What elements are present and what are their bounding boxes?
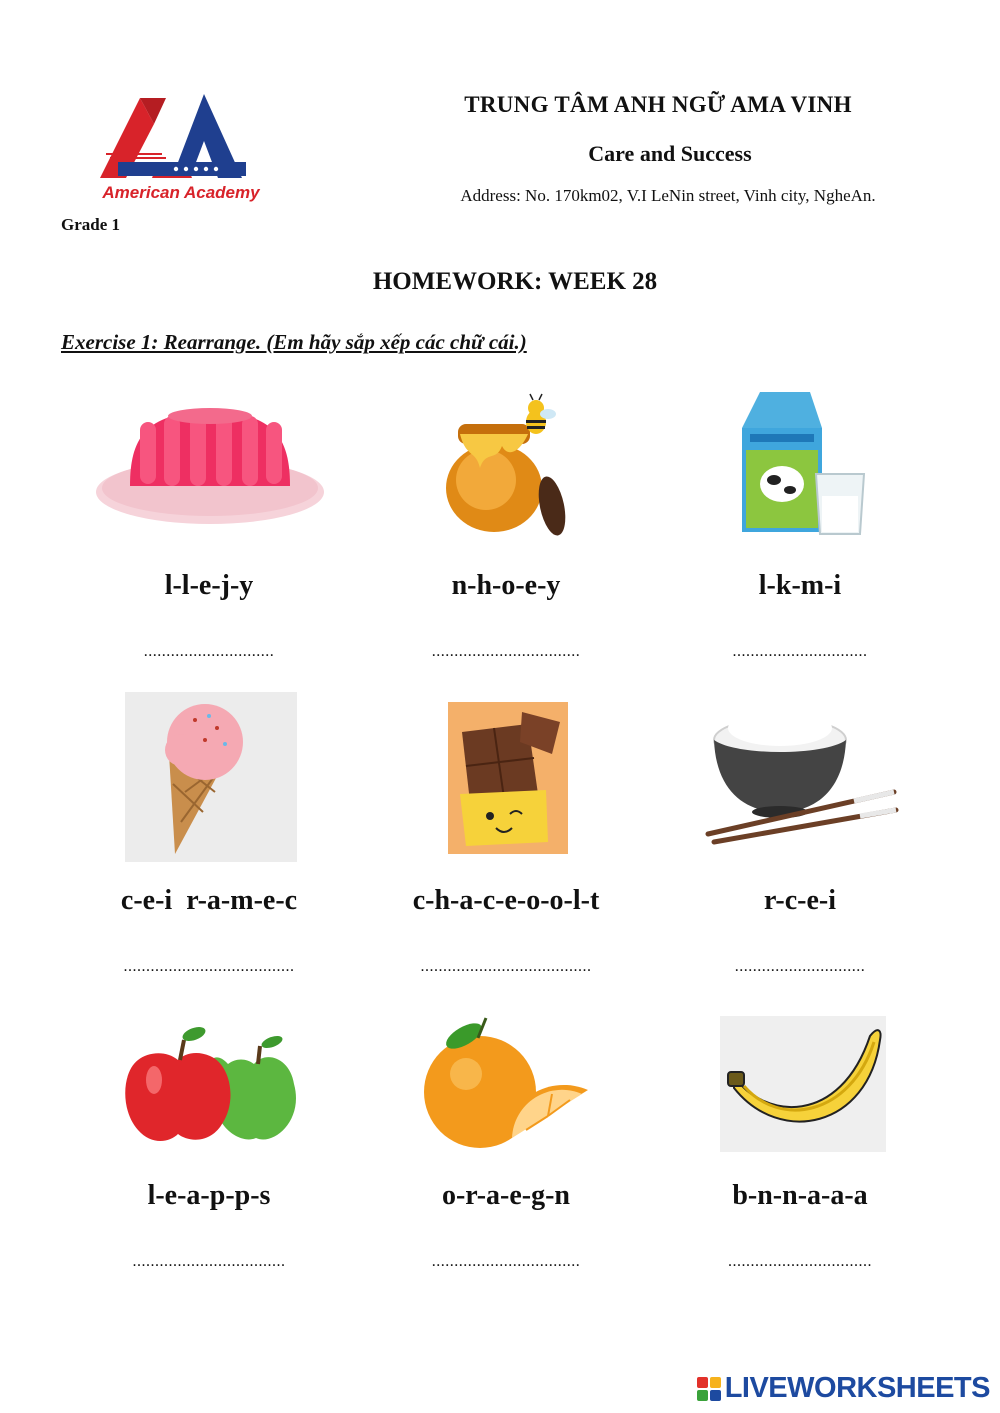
liveworksheets-logo-icon: [696, 1376, 722, 1402]
honey-pot-icon: [436, 388, 566, 536]
liveworksheets-text: LIVEWORKSHEETS: [724, 1372, 990, 1404]
american-academy-logo: [92, 86, 270, 208]
liveworksheets-brand[interactable]: [696, 1372, 990, 1405]
answer-blank[interactable]: ......................................: [420, 958, 592, 975]
answer-blank[interactable]: .............................: [143, 643, 275, 660]
chocolate-icon: [448, 702, 568, 854]
school-name: TRUNG TÂM ANH NGỮ AMA VINH: [464, 92, 852, 117]
scrambled-word: l-l-e-j-y: [164, 570, 254, 601]
answer-blank[interactable]: ..................................: [132, 1253, 286, 1270]
scrambled-word: l-k-m-i: [758, 570, 842, 601]
scrambled-word: c-e-i r-a-m-e-c: [120, 885, 298, 916]
rice-bowl-icon: [704, 700, 900, 860]
school-address: Address: No. 170km02, V.I LeNin street, Vinh city, NgheAn.: [460, 186, 876, 205]
answer-blank[interactable]: ..............................: [732, 643, 868, 660]
scrambled-word: c-h-a-c-e-o-o-l-t: [412, 885, 600, 916]
exercise-title: Exercise 1: Rearrange. (Em hãy sắp xếp các chữ cái.): [61, 330, 527, 354]
orange-icon: [420, 1012, 592, 1160]
scrambled-word: n-h-o-e-y: [451, 570, 561, 601]
ice-cream-icon: [125, 692, 297, 862]
answer-blank[interactable]: ................................: [728, 1253, 872, 1270]
homework-title: HOMEWORK: WEEK 28: [372, 268, 658, 295]
answer-blank[interactable]: ......................................: [123, 958, 295, 975]
jelly-icon: [92, 400, 328, 530]
scrambled-word: r-c-e-i: [764, 885, 836, 916]
scrambled-word: l-e-a-p-p-s: [147, 1180, 271, 1211]
scrambled-word: b-n-n-a-a-a: [732, 1180, 868, 1211]
grade-label: Grade 1: [61, 215, 121, 234]
answer-blank[interactable]: .............................: [734, 958, 866, 975]
school-motto: Care and Success: [588, 141, 752, 166]
answer-blank[interactable]: .................................: [431, 1253, 581, 1270]
milk-carton-icon: [738, 388, 870, 540]
answer-blank[interactable]: .................................: [431, 643, 581, 660]
scrambled-word: o-r-a-e-g-n: [441, 1180, 570, 1211]
banana-icon: [720, 1016, 886, 1152]
apples-icon: [118, 1020, 304, 1146]
logo-text: American Academy: [102, 183, 260, 202]
